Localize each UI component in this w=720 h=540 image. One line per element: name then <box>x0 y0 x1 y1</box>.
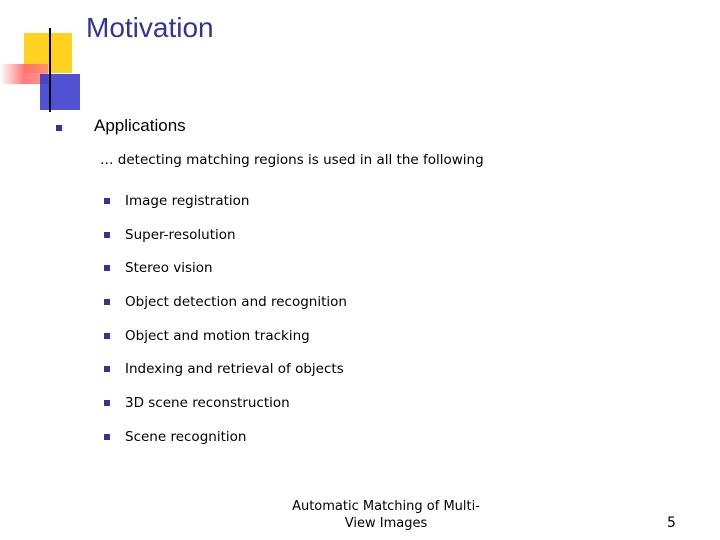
page-number: 5 <box>667 515 676 531</box>
intro-text: … detecting matching regions is used in all the following <box>100 152 484 168</box>
list-item <box>104 352 347 386</box>
list-item-label: Object and motion tracking <box>125 327 310 344</box>
square-bullet-icon <box>104 198 110 204</box>
square-bullet-icon <box>56 125 62 131</box>
list-item <box>104 285 347 319</box>
list-item-label: Scene recognition <box>125 428 247 445</box>
list-item-label: Image registration <box>125 192 250 209</box>
slide-footer: Automatic Matching of Multi-View Images <box>292 499 480 531</box>
list-item <box>104 319 347 353</box>
square-bullet-icon <box>104 232 110 238</box>
section-heading: Applications <box>94 116 186 135</box>
square-bullet-icon <box>104 434 110 440</box>
list-item <box>104 386 347 420</box>
list-item-label: Indexing and retrieval of objects <box>125 361 344 378</box>
list-item-label: Stereo vision <box>125 260 213 277</box>
list-item <box>104 251 347 285</box>
square-bullet-icon <box>104 299 110 305</box>
list-item-label: Object detection and recognition <box>125 293 347 310</box>
list-item <box>104 420 347 454</box>
list-item-label: 3D scene reconstruction <box>125 394 290 411</box>
square-bullet-icon <box>104 265 110 271</box>
square-bullet-icon <box>104 400 110 406</box>
square-bullet-icon <box>104 333 110 339</box>
slide-title: Motivation <box>86 12 214 43</box>
list-item <box>104 218 347 252</box>
list-item-label: Super-resolution <box>125 226 236 243</box>
heading-bullet-row <box>56 116 186 136</box>
applications-list <box>104 184 347 454</box>
square-bullet-icon <box>104 366 110 372</box>
list-item <box>104 184 347 218</box>
